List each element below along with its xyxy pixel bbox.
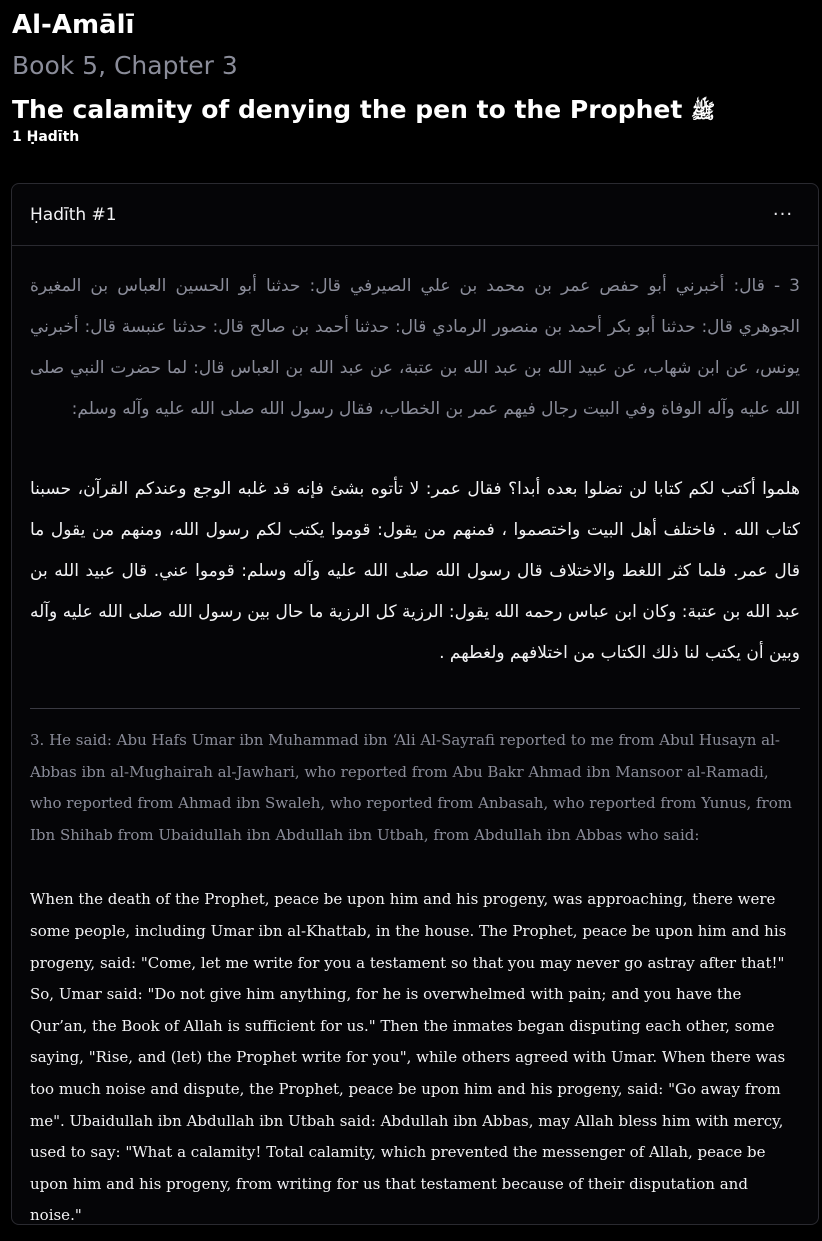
more-options-button[interactable] [766,201,800,229]
hadith-card-body [12,266,818,1225]
hadith-number-title: Ḥadīth #1 [30,204,117,225]
hadith-card-header [12,184,818,246]
english-chain-of-narration: 3. He said: Abu Hafs Umar ibn Muhammad ibn ‘Ali Al-Sayrafi reported to me from Abul Husayn al-Abbas ibn al-Mughairah al-Jawhari, who reported from Abu Bakr Ahmad ibn Mansoor al-Ramadi, who reported from Ahmad ibn Swaleh, who reported from Anbasah, who reported from Yunus, from Ibn Shihab from Ubaidullah ibn Abdullah ibn Utbah, from Abdullah ibn Abbas who said: [30,731,792,844]
honorific-symbol: ﷺ [691,99,716,123]
ellipsis-icon: ··· [772,204,794,225]
arabic-hadith-text: هلموا أكتب لكم كتابا لن تضلوا بعده أبدا؟ فقال عمر: لا تأتوه بشئ فإنه قد غلبه الوجع وعندكم القرآن، حسبنا كتاب الله . فاختلف أهل البيت واختصموا ، فمنهم من يقول: قوموا يكتب لكم رسول الله، ومنهم من يقول ما قال عمر. فلما كثر اللغط والاختلاف قال رسول الله صلى الله عليه وآله وسلم: قوموا عني. قال عبيد الله بن عبد الله بن عتبة: وكان ابن عباس رحمه الله يقول: الرزية كل الرزية ما حال بين رسول الله صلى الله عليه وآله وبين أن يكتب لنا ذلك الكتاب من اختلافهم ولغطهم . [30,479,800,663]
chapter-reference: Book 5, Chapter 3 [12,51,238,80]
arabic-chain-of-narration: 3 - قال: أخبرني أبو حفص عمر بن محمد بن علي الصيرفي قال: حدثنا أبو الحسين العباس بن المغيرة الجوهري قال: حدثنا أبو بكر أحمد بن منصور الرمادي قال: حدثنا أحمد بن صالح قال: حدثنا عنبسة قال: أخبرني يونس، عن ابن شهاب، عن عبيد الله بن عبد الله بن عتبة، عن عبد الله بن العباس قال: لما حضرت النبي صلى الله عليه وآله الوفاة وفي البيت رجال فيهم عمر بن الخطاب، فقال رسول الله صلى الله عليه وآله وسلم: [30,276,800,419]
language-divider [30,708,800,709]
english-hadith-text: When the death of the Prophet, peace be upon him and his progeny, was approaching, there were some people, including Umar ibn al-Khattab, in the house. The Prophet, peace be upon him and his progeny, said: "Come, let me write for you a testament so that you may never go astray after that!" So, Umar said: "Do not give him anything, for he is overwhelmed with pain; and you have the Qur’an, the Book of Allah is sufficient for us." Then the inmates began disputing each other, some saying, "Rise, and (let) the Prophet write for you", while others agreed with Umar. When there was too much noise and dispute, the Prophet, peace be upon him and his progeny, said: "Go away from me". Ubaidullah ibn Abdullah ibn Utbah said: Abdullah ibn Abbas, may Allah bless him with mercy, used to say: "What a calamity! Total calamity, which prevented the messenger of Allah, peace be upon him and his progeny, from writing for us that testament because of their disputation and noise." [30,890,787,1225]
book-title: Al-Amālī [12,10,135,40]
hadith-card [11,183,819,1225]
chapter-title [12,93,814,128]
chapter-title-text: The calamity of denying the pen to the Prophet [12,95,683,124]
hadith-count: 1 Ḥadīth [12,129,80,145]
page-header [12,8,814,145]
